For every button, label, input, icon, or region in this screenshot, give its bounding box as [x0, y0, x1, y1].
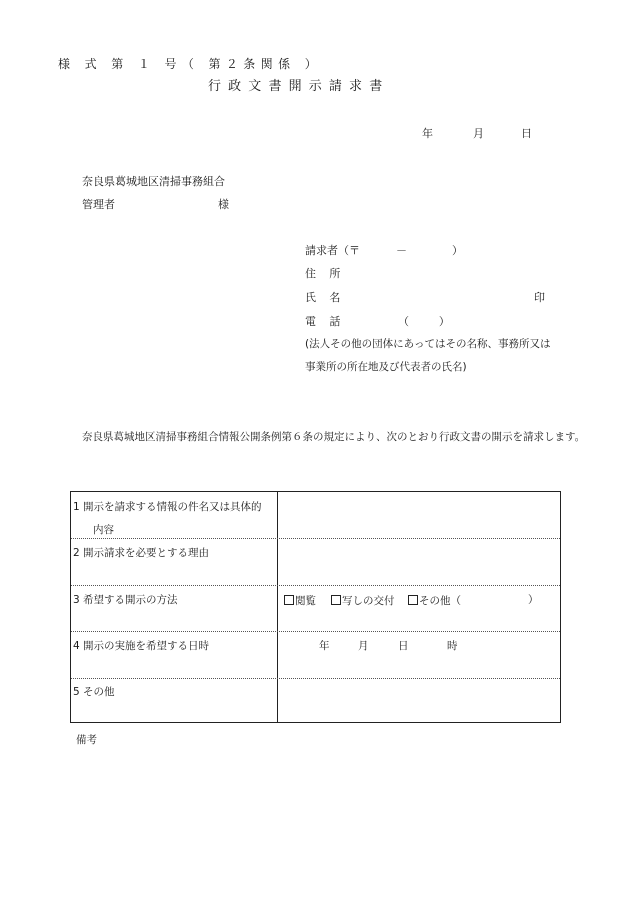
table-row-divider — [71, 631, 560, 632]
row3-label: 3 希望する開示の方法 — [73, 594, 178, 606]
option-copy[interactable] — [331, 595, 395, 607]
option-other[interactable] — [408, 595, 461, 607]
row4-day: 日 — [398, 640, 409, 652]
requester-note-line1: (法人その他の団体にあってはその名称、事務所又は — [305, 338, 551, 350]
postal-dash: － — [396, 244, 407, 257]
request-statement: 奈良県葛城地区清掃事務組合情報公開条例第６条の規定により、次のとおり行政文書の開示を請求します。 — [82, 431, 586, 443]
phone-parens: （ ） — [398, 315, 464, 328]
table-row-divider — [71, 585, 560, 586]
address-label: 住 所 — [305, 267, 346, 280]
row5-label: 5 その他 — [73, 686, 115, 698]
row4-year: 年 — [319, 640, 330, 652]
table-column-divider — [277, 492, 278, 722]
date-month: 月 — [473, 127, 484, 140]
name-label: 氏 名 — [305, 291, 346, 304]
row4-hour: 時 — [447, 640, 458, 652]
row2-label: 2 開示請求を必要とする理由 — [73, 547, 210, 559]
addressee-organization: 奈良県葛城地区清掃事務組合 — [82, 175, 225, 188]
checkbox-icon[interactable] — [408, 595, 418, 605]
row4-label: 4 開示の実施を希望する日時 — [73, 640, 210, 652]
form-number: 様 式 第 １ 号（ 第２条関係 ） — [58, 57, 323, 71]
addressee-manager: 管理者 — [82, 198, 115, 211]
row1-label-line2: 内容 — [93, 524, 114, 536]
postal-close: ） — [452, 244, 463, 257]
seal-mark: 印 — [534, 291, 545, 304]
option-other-label: その他（ — [419, 595, 461, 607]
row1-label-line1: 1 開示を請求する情報の件名又は具体的 — [73, 501, 262, 513]
remarks-label: 備考 — [76, 734, 97, 746]
requester-note-line2: 事業所の所在地及び代表者の氏名) — [305, 361, 467, 373]
option-inspection-label: 閲覧 — [295, 595, 316, 607]
phone-label: 電 話 — [305, 315, 346, 328]
request-table — [70, 491, 561, 723]
table-row-divider — [71, 538, 560, 539]
addressee-honorific: 様 — [218, 198, 229, 211]
row4-month: 月 — [358, 640, 369, 652]
date-year: 年 — [422, 127, 433, 140]
page-title: 行政文書開示請求書 — [208, 79, 390, 94]
table-row-divider — [71, 678, 560, 679]
option-copy-label: 写しの交付 — [342, 595, 395, 607]
requester-label: 請求者（〒 — [305, 244, 360, 257]
checkbox-icon[interactable] — [284, 595, 294, 605]
checkbox-icon[interactable] — [331, 595, 341, 605]
date-day: 日 — [521, 127, 532, 140]
option-other-close: ） — [528, 594, 539, 606]
option-inspection[interactable] — [284, 595, 316, 607]
